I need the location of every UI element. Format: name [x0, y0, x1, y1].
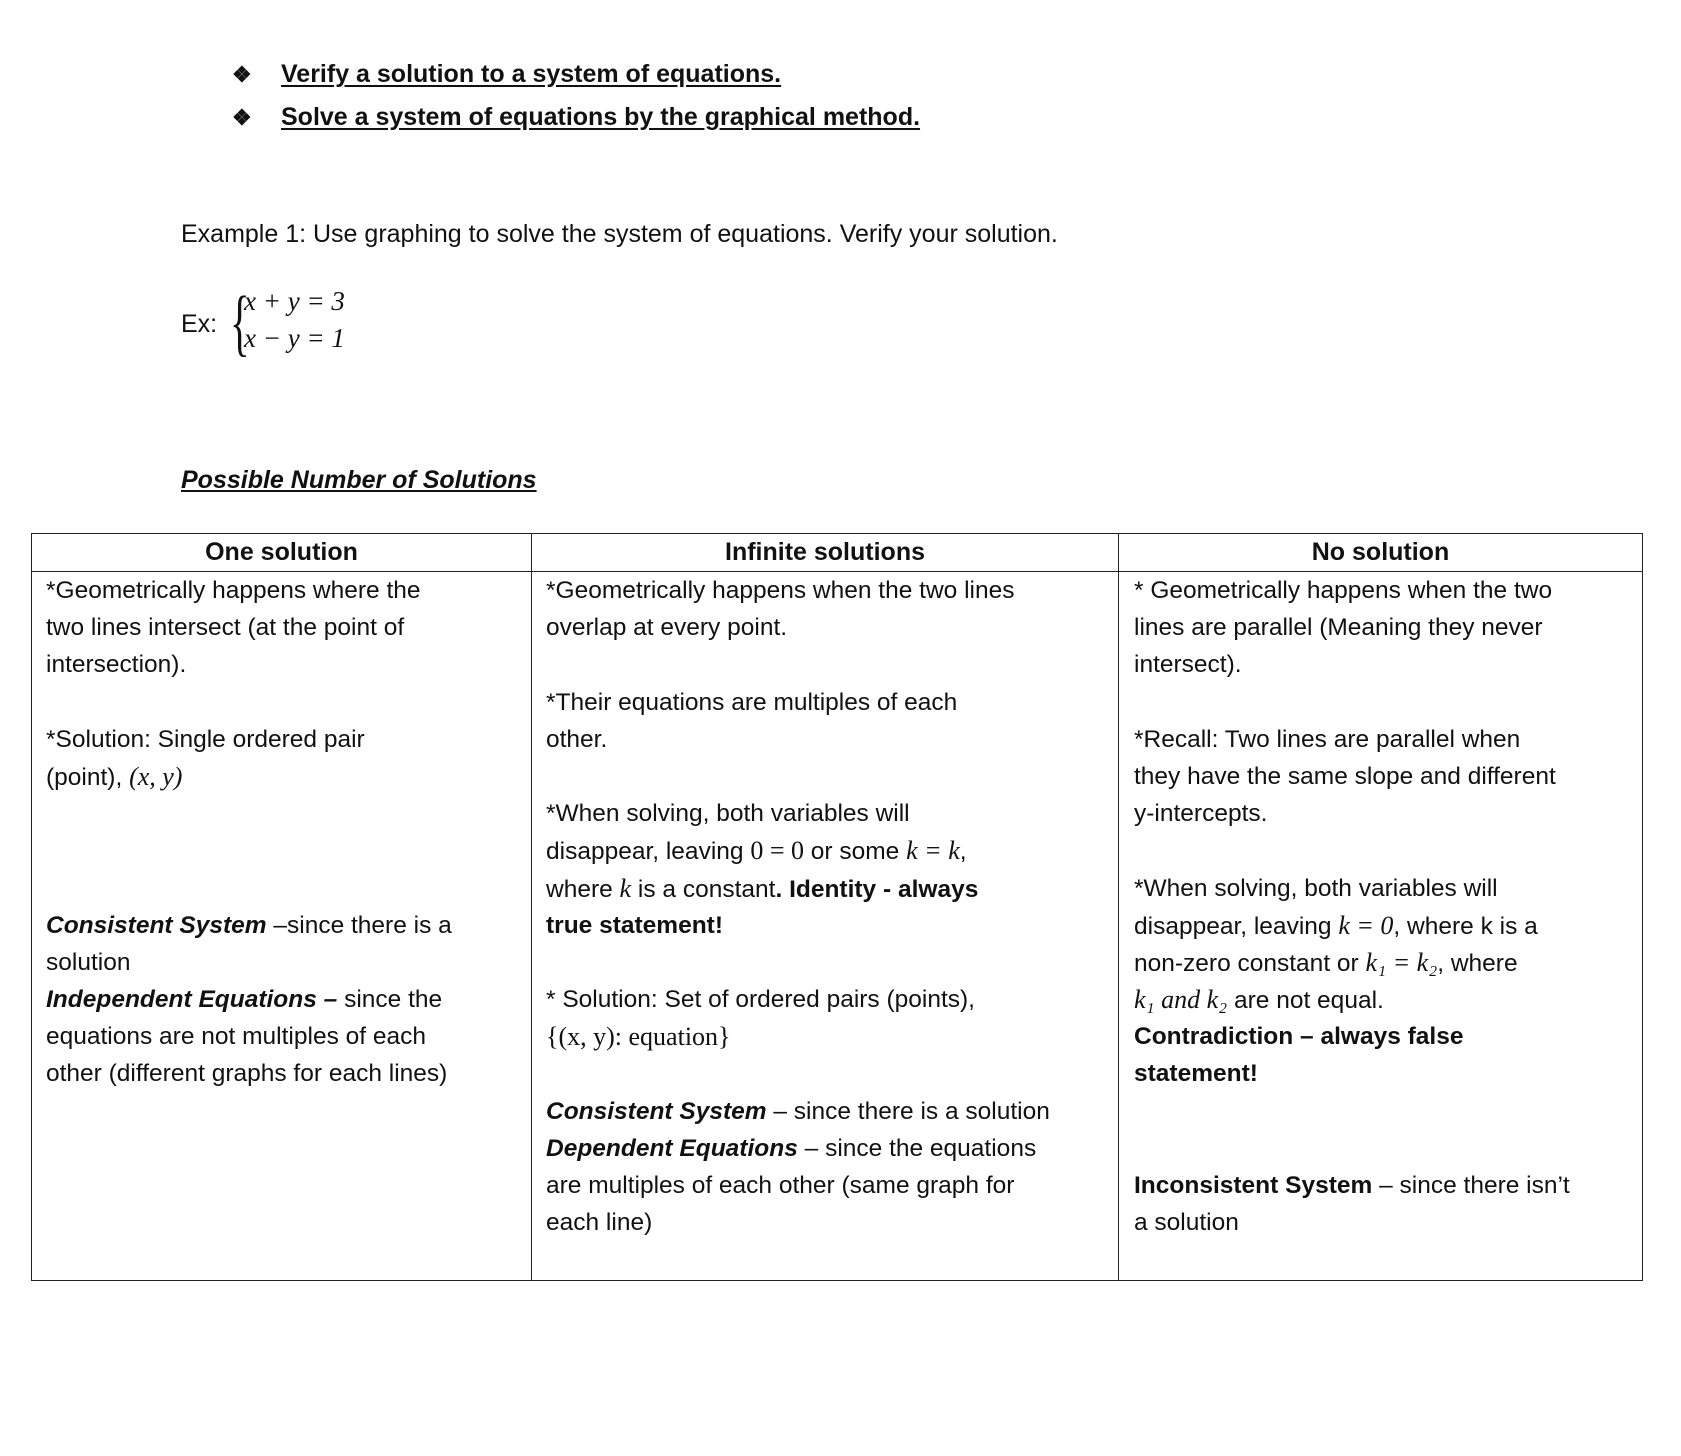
cell-line: [1134, 870, 1570, 907]
cell-line: [1134, 1093, 1570, 1130]
text-segment: overlap at every point.: [546, 614, 788, 642]
cell-line: [546, 832, 1050, 869]
text-segment: disappear, leaving: [1134, 912, 1339, 940]
text-segment: two lines intersect (at the point of: [46, 614, 405, 642]
cell-line: [1134, 981, 1570, 1018]
header-infinite-solutions: Infinite solutions: [725, 538, 925, 566]
text-segment: Independent Equations –: [46, 986, 338, 1014]
text-segment: ,: [959, 838, 967, 866]
cell-line: [1134, 758, 1570, 795]
cell-line: [546, 609, 1050, 646]
cell-line: [46, 721, 452, 758]
text-segment: equations are not multiples of each: [46, 1023, 426, 1051]
objective-2: [232, 103, 920, 132]
cell-line: [1134, 1055, 1570, 1092]
column-divider: [531, 534, 532, 1280]
cell-line: [46, 684, 452, 721]
text-segment: *Geometrically happens where the: [46, 577, 421, 604]
cell-line: [46, 870, 452, 907]
cell-infinite-solutions: [546, 572, 1050, 1241]
text-segment: – since there is a solution: [766, 1097, 1050, 1125]
text-segment: Consistent System: [46, 911, 267, 939]
text-segment: solution: [46, 948, 131, 976]
cell-line: [546, 944, 1050, 981]
cell-line: [546, 1093, 1050, 1130]
cell-line: [46, 981, 452, 1018]
cell-line: [546, 870, 1050, 907]
text-segment: other (different graphs for each lines): [46, 1060, 448, 1088]
text-segment: is a constant: [631, 875, 776, 903]
text-segment: lines are parallel (Meaning they never: [1134, 614, 1543, 642]
text-segment: * Geometrically happens when the two: [1134, 577, 1553, 604]
header-no-solution: No solution: [1311, 538, 1450, 566]
text-segment: – since there isn’t: [1372, 1172, 1570, 1199]
text-segment: – since the equations: [797, 1134, 1037, 1162]
equation-2: [244, 323, 345, 354]
cell-line: [546, 907, 1050, 944]
four-diamond-bullet-icon: ❖: [232, 104, 252, 130]
text-segment: *When solving, both variables will: [546, 800, 910, 828]
text-segment: non-zero constant or: [1134, 949, 1366, 977]
text-segment: Dependent Equations: [546, 1134, 798, 1162]
text-segment: Consistent System: [546, 1097, 767, 1125]
text-segment: k = 0: [1338, 910, 1394, 940]
equation-text: x − y = 1: [244, 323, 345, 353]
text-segment: where: [546, 875, 620, 903]
four-diamond-bullet-icon: ❖: [232, 61, 252, 87]
text-segment: *Solution: Single ordered pair: [46, 725, 365, 753]
text-segment: other.: [546, 725, 608, 753]
text-segment: . Identity - always: [775, 875, 979, 903]
cell-line: [1134, 646, 1570, 683]
cell-line: [1134, 1130, 1570, 1167]
cell-line: [546, 1204, 1050, 1241]
text-segment: each line): [546, 1209, 653, 1237]
text-segment: 0 = 0: [750, 836, 804, 866]
cell-line: [546, 981, 1050, 1018]
text-segment: *Their equations are multiples of each: [546, 688, 958, 716]
cell-line: [1134, 832, 1570, 869]
cell-line: [1134, 609, 1570, 646]
solutions-table: [31, 533, 1643, 1281]
cell-line: [1134, 907, 1570, 944]
text-segment: –since there is a: [266, 911, 452, 939]
cell-line: [1134, 1204, 1570, 1241]
cell-no-solution: [1134, 572, 1570, 1241]
cell-line: [546, 758, 1050, 795]
text-segment: disappear, leaving: [546, 838, 751, 866]
cell-line: [46, 1018, 452, 1055]
text-segment: , where: [1437, 949, 1518, 977]
cell-line: [46, 1055, 452, 1092]
cell-line: [1134, 795, 1570, 832]
cell-line: [546, 646, 1050, 683]
cell-line: [46, 944, 452, 981]
text-segment: *When solving, both variables will: [1134, 874, 1498, 902]
header-one-solution: One solution: [205, 538, 358, 566]
cell-line: [1134, 684, 1570, 721]
objective-text: Solve a system of equations by the graphical method.: [281, 103, 921, 131]
text-segment: are not equal.: [1227, 987, 1384, 1015]
cell-line: [546, 1167, 1050, 1204]
text-segment: *Recall: Two lines are parallel when: [1134, 725, 1521, 753]
cell-line: [546, 795, 1050, 832]
equation-text: x + y = 3: [244, 286, 345, 316]
cell-line: [546, 572, 1050, 609]
cell-line: [546, 1055, 1050, 1092]
text-segment: , where k is a: [1393, 912, 1538, 940]
equation-1: [244, 286, 345, 317]
text-segment: k₁ = k₂: [1365, 947, 1438, 977]
text-segment: Inconsistent System: [1134, 1172, 1373, 1199]
text-segment: k: [619, 873, 632, 903]
cell-line: [46, 907, 452, 944]
text-segment: a solution: [1134, 1209, 1239, 1237]
text-segment: *Geometrically happens when the two lines: [546, 577, 1015, 604]
text-segment: {(x, y): equation}: [546, 1022, 731, 1052]
text-segment: (x, y): [129, 761, 183, 791]
text-segment: or some: [804, 838, 907, 866]
cell-line: [546, 1130, 1050, 1167]
cell-line: [1134, 572, 1570, 609]
cell-line: [46, 832, 452, 869]
text-segment: they have the same slope and different: [1134, 762, 1556, 790]
cell-line: [46, 609, 452, 646]
cell-one-solution: [46, 572, 452, 1093]
text-segment: * Solution: Set of ordered pairs (points),: [546, 986, 975, 1014]
cell-line: [1134, 721, 1570, 758]
cell-line: [546, 684, 1050, 721]
text-segment: y-intercepts.: [1134, 800, 1268, 828]
text-segment: Contradiction – always false: [1134, 1023, 1464, 1051]
text-segment: statement!: [1134, 1060, 1258, 1088]
cell-line: [546, 1018, 1050, 1055]
example-label: Ex:: [181, 310, 218, 338]
text-segment: since the: [337, 986, 443, 1014]
cell-line: [46, 758, 452, 795]
text-segment: k₁ and k₂: [1134, 985, 1228, 1015]
text-segment: intersect).: [1134, 651, 1242, 679]
cell-line: [1134, 944, 1570, 981]
cell-line: [46, 646, 452, 683]
objective-text: Verify a solution to a system of equations.: [281, 60, 782, 88]
section-title: Possible Number of Solutions: [181, 466, 537, 494]
cell-line: [46, 795, 452, 832]
column-divider: [1118, 534, 1119, 1280]
text-segment: true statement!: [546, 911, 723, 939]
text-segment: are multiples of each other (same graph for: [546, 1172, 1015, 1199]
cell-line: [46, 572, 452, 609]
brace-icon: {: [230, 282, 250, 364]
text-segment: (point),: [46, 763, 130, 791]
cell-line: [1134, 1018, 1570, 1055]
text-segment: k = k: [906, 836, 960, 866]
text-segment: intersection).: [46, 651, 187, 679]
example-prompt: Example 1: Use graphing to solve the system of equations. Verify your solution.: [181, 220, 1058, 248]
objective-1: [232, 60, 781, 89]
cell-line: [546, 721, 1050, 758]
cell-line: [1134, 1167, 1570, 1204]
